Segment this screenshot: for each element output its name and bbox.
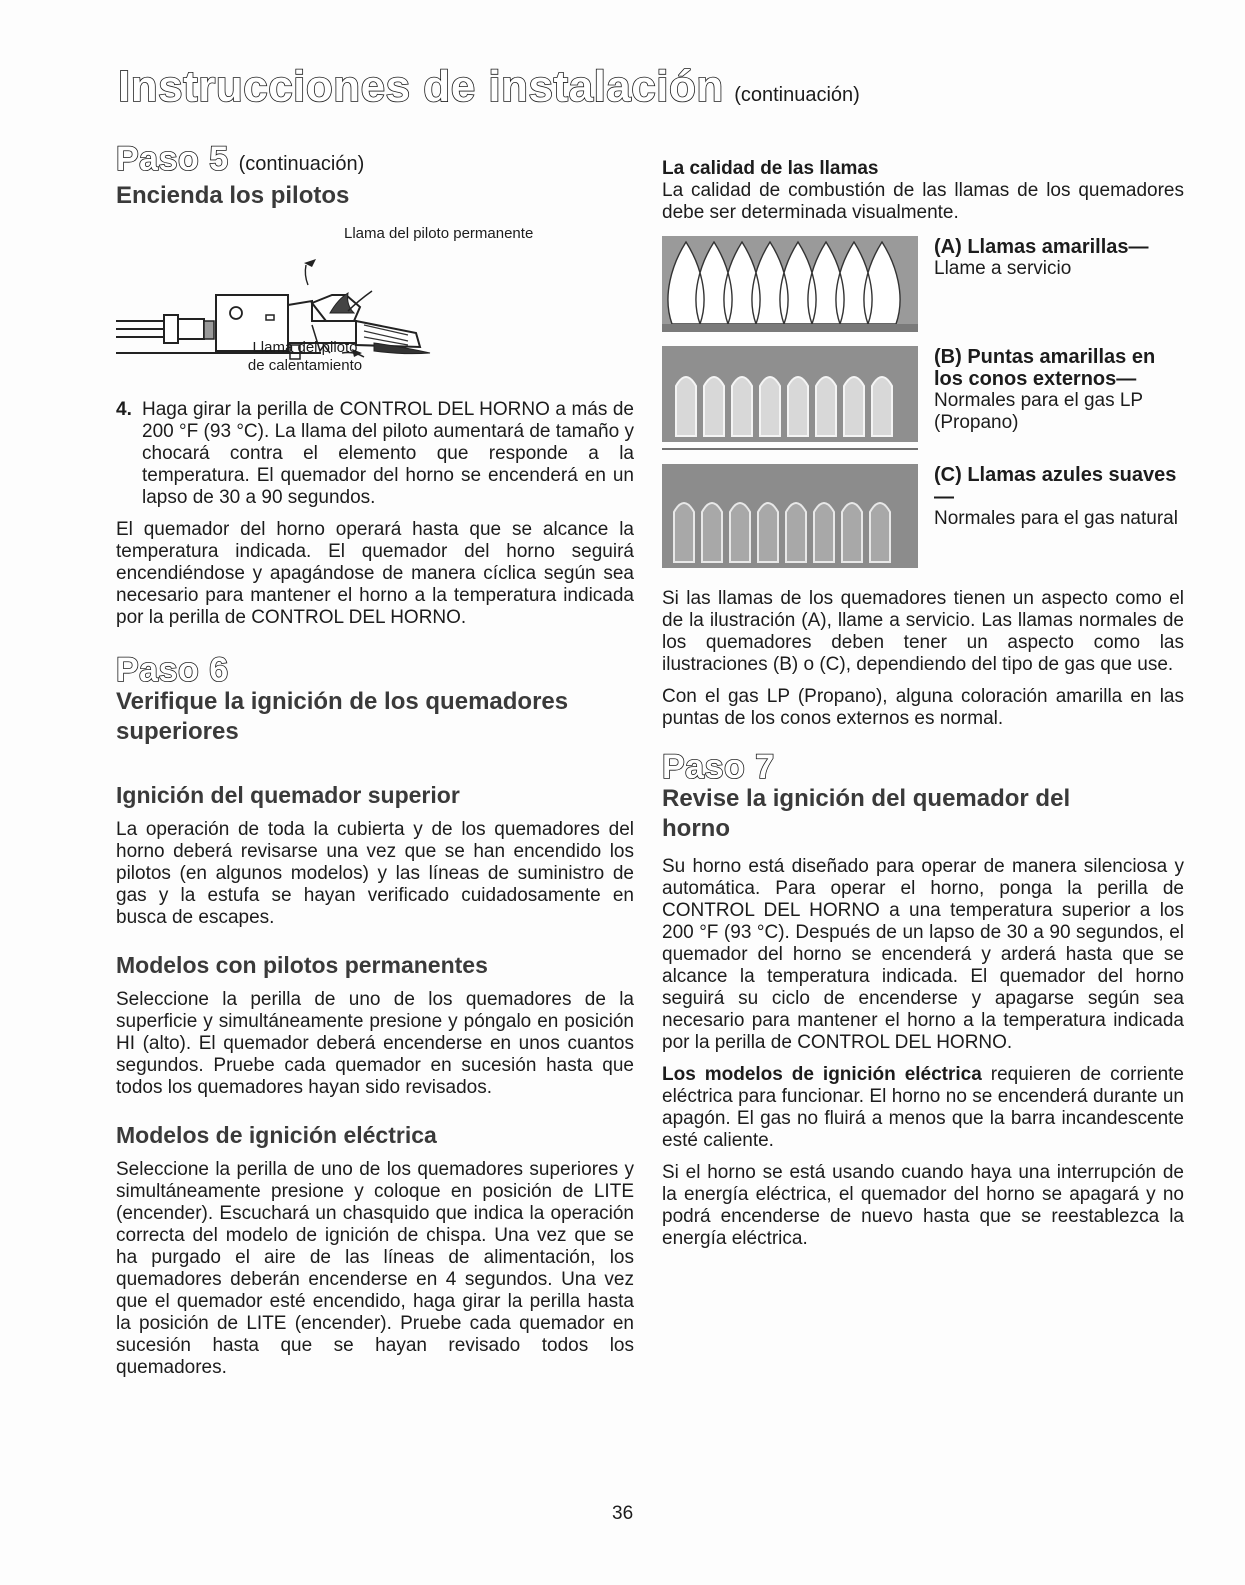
- flame-c-title: (C) Llamas azules suaves—: [934, 464, 1177, 508]
- electric-ignition-models-heading: Modelos de ignición eléctrica: [116, 1122, 437, 1148]
- instruction-item-4: [116, 399, 634, 509]
- paso5-paragraph: El quemador del horno operará hasta que se alcance la temperatura indicada. El quemador del horno seguirá encendiéndose y apagándose de manera cíclica según sea necesario para mantener el horno a la temperatura indicada por la perilla de CONTROL DEL HORNO.: [116, 519, 634, 628]
- blue-flames-illustration: [662, 464, 918, 568]
- paso7-para2: [662, 1064, 1184, 1152]
- yellow-tip-flames-illustration: [662, 346, 918, 450]
- flame-quality-para1: Si las llamas de los quemadores tienen un aspecto como el de la ilustración (A), llame a servicio. Las llamas normales de los quemadores deben tener un aspecto como las ilustraciones (B) o (C), dependiendo del tipo de gas que use.: [662, 588, 1184, 675]
- paso7-header: [662, 748, 1184, 786]
- electric-ignition-models-text: Seleccione la perilla de uno de los quemadores superiores y simultáneamente presione y coloque en posición de LITE (encender). Escuchará un chasquido que indica la operación correcta del modelo de ignición de chispa. Una vez que se ha purgado el aire de las líneas de alimentación, los quemadores deberán encenderse en 4 segundos. Una vez que el quemador esté encendido, haga girar la perilla hasta la posición de LITE (encender). Pruebe cada quemador en sucesión hasta que se hayan revisado todos los quemadores.: [116, 1159, 634, 1378]
- flame-quality-intro: La calidad de combustión de las llamas de los quemadores debe ser determinada visualmente.: [662, 180, 1184, 223]
- paso7-para1: Su horno está diseñado para operar de manera silenciosa y automática. Para operar el horno, ponga la perilla de CONTROL DEL HORNO a una temperatura superior a los 200 °F (93 °C). Después de un lapso de 30 a 90 segundos, el quemador del horno se encenderá y arderá hasta que se alcance la temperatura indicada. El quemador del horno seguirá su ciclo de encenderse y apagarse según sea necesario para mantener el horno a la temperatura indicada por la perilla de CONTROL DEL HORNO.: [662, 856, 1184, 1053]
- paso7-para3: Si el horno se está usando cuando haya una interrupción de la energía eléctrica, el quemador del horno se apagará y no podrá encenderse de nuevo hasta que se reestablezca la energía eléctrica.: [662, 1162, 1184, 1249]
- flame-b-row: [662, 346, 1184, 450]
- item-number: 4.: [116, 399, 132, 420]
- permanent-pilot-models-heading: Modelos con pilotos permanentes: [116, 952, 488, 978]
- flame-quality-heading: La calidad de las llamas: [662, 158, 879, 179]
- paso7-heading: Revise la ignición del quemador del horno: [662, 785, 1071, 842]
- label-warm-pilot: Llama del piloto de calentamiento: [247, 339, 363, 374]
- paso5-header: [116, 140, 634, 178]
- upper-burner-ignition-heading: Ignición del quemador superior: [116, 782, 460, 808]
- right-column: [662, 158, 1184, 1260]
- permanent-pilot-models-text: Seleccione la perilla de uno de los quemadores de la superficie y simultáneamente presione y póngalo en posición HI (alto). El quemador deberá encenderse en unos cuantos segundos. Pruebe cada quemador en sucesión hasta que todos los quemadores hayan sido revisados.: [116, 989, 634, 1098]
- flame-b-desc: [934, 346, 1184, 450]
- paso7-para2-rest: requieren de corriente eléctrica para funcionar. El horno no se encenderá durante un apagón. El gas no fluirá a menos que la barra incandescente esté caliente.: [662, 1064, 1184, 1151]
- label-permanent-pilot: Llama del piloto permanente: [344, 225, 534, 242]
- page-title-continuation: (continuación): [734, 84, 860, 106]
- flame-c-desc: [934, 464, 1184, 568]
- paso7-para2-bold: Los modelos de ignición eléctrica: [662, 1064, 982, 1085]
- item-text: Haga girar la perilla de CONTROL DEL HORNO a más de 200 °F (93 °C). La llama del piloto aumentará de tamaño y chocará contra el elemento que responde a la temperatura. El quemador del horno se encenderá en un lapso de 30 a 90 segundos.: [142, 399, 634, 508]
- paso6-header: [116, 651, 634, 689]
- flame-a-text: Llame a servicio: [934, 258, 1072, 279]
- flame-a-row: [662, 236, 1184, 332]
- paso6-label: Paso 6: [116, 651, 229, 689]
- pilot-burner-figure: [116, 225, 634, 391]
- paso7-label: Paso 7: [662, 748, 775, 786]
- page-number: 36: [612, 1503, 634, 1524]
- left-column: [116, 140, 634, 1389]
- flame-b-text: Normales para el gas LP (Propano): [934, 390, 1143, 433]
- upper-burner-ignition-text: La operación de toda la cubierta y de los quemadores del horno deberá revisarse una vez que se han encendido los pilotos (en algunos modelos) y las líneas de suministro de gas y la estufa se hayan verificado cuidadosamente en busca de escapes.: [116, 819, 634, 928]
- flame-quality-para2: Con el gas LP (Propano), alguna coloración amarilla en las puntas de los conos externos es normal.: [662, 686, 1184, 729]
- flame-a-title: (A) Llamas amarillas—: [934, 236, 1149, 258]
- flame-b-title: (B) Puntas amarillas en los conos externos—: [934, 346, 1156, 390]
- flame-c-row: [662, 464, 1184, 568]
- paso6-heading: Verifique la ignición de los quemadores superiores: [116, 688, 569, 745]
- paso5-label: Paso 5: [116, 140, 229, 178]
- flame-a-desc: [934, 236, 1184, 332]
- page-title-main: Instrucciones de instalación: [118, 62, 724, 111]
- paso5-continuation: (continuación): [238, 153, 365, 175]
- page-title: [118, 62, 860, 112]
- yellow-flames-illustration: [662, 236, 918, 332]
- paso5-heading: Encienda los pilotos: [116, 182, 350, 209]
- flame-c-text: Normales para el gas natural: [934, 508, 1178, 529]
